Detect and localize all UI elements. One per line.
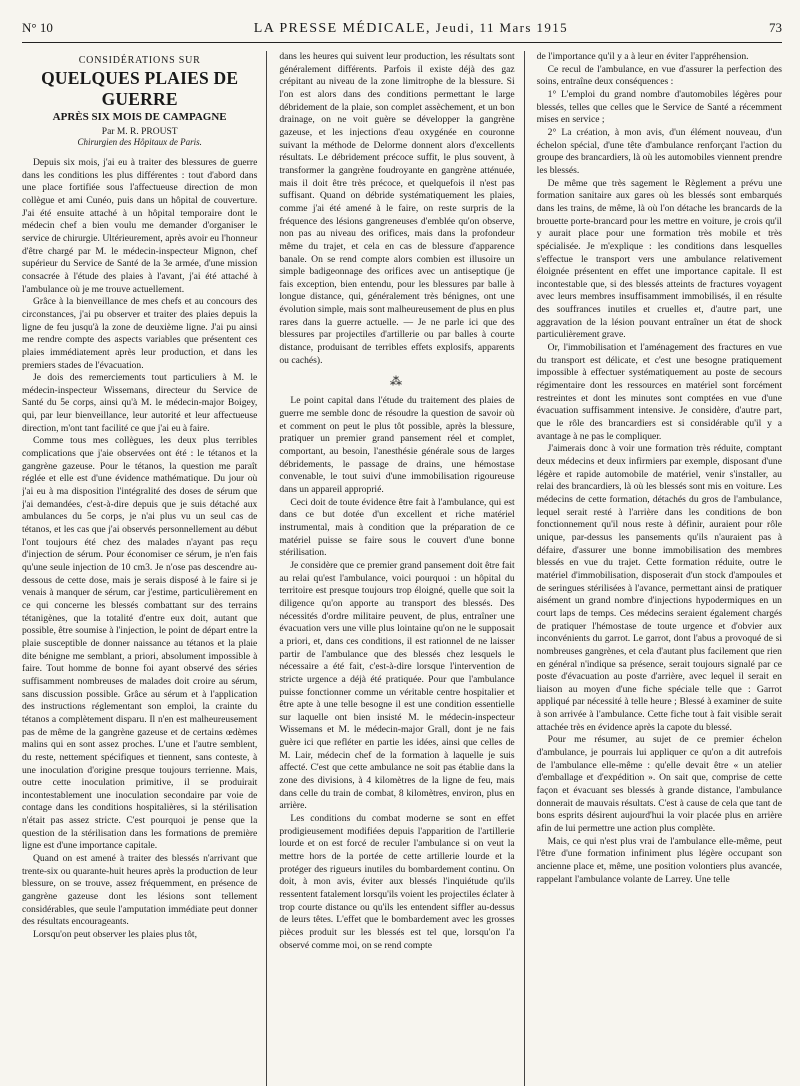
paragraph: Grâce à la bienveillance de mes chefs et au concours des circonstances, j'ai pu observer et traiter des plaies depuis la ligne de feu jusqu'à la zone de deuxième ligne. J'ai pu ainsi me rendre compte des aspects variables que présentent ces plaies immédiatement après leur production, et dans les premiers stades de l'évacuation. [22, 296, 258, 371]
paragraph: De même que très sagement le Règlement a prévu une formation sanitaire aux gares où les blessés sont embarqués dans les trains, de même, là où l'on détache les brancards de la brouette porte-brancard pour les mettre en voiture, je crois qu'il y aurait place pour une formation très mobile et très spécialisée. Je m'explique : les conditions dans lesquelles s'effectue le transport vers une ambulance relativement éloignée présentent en effet une importance capitale. Il est incontestable que, si des blessés atteints de fractures voyagent avec leurs membres insuffisamment immobilisés, il en résulte des souffrances inutiles et cruelles et, d'autre part, une aggravation de la lésion pouvant entraîner un état de shock particulièrement grave. [536, 177, 782, 341]
article-heading [22, 55, 257, 147]
list-item: 2° La création, à mon avis, d'un élément nouveau, d'un échelon spécial, d'une tête d'ambulance renforçant l'action du groupe des brancardiers, là où les automobiles viennent prendre les blessés. [536, 126, 782, 176]
column-3 [537, 51, 782, 1086]
paragraph: Lorsqu'on peut observer les plaies plus tôt, [33, 929, 197, 941]
page-header [22, 20, 782, 43]
paragraph: Quand on est amené à traiter des blessés n'arrivant que trente-six ou quarante-huit heures après la production de leur blessure, on se trouve, assez fréquemment, en présence de gangrène gazeuse dont les lésions sont tellement considérables, que seule l'amputation immédiate peut donner des résultats encourageants. [22, 853, 258, 928]
issue-date: Jeudi, 11 Mars 1915 [435, 20, 569, 35]
article-columns [22, 51, 782, 1086]
journal-name: LA PRESSE MÉDICALE, [253, 21, 431, 36]
paragraph: Comme tous mes collègues, les deux plus terribles complications que j'aie observées ont été : le tétanos et la gangrène gazeuse. Pour le tétanos, la question me paraît réglée et elle est d'une évidence mathématique. Du jour où j'ai eu à ma disposition l'intégralité des doses de sérum que j'ai demandées, c'est-à-dire depuis que je suis détaché aux ambulances du 5e corps, je n'ai plus vu un seul cas de tétanos, et les cas que j'ai observés personnellement au début l'ont toujours été chez des malades n'ayant pas reçu d'injection de sérum. Pour économiser ce sérum, je n'en fais qu'une seule injection de 10 cm3. Je n'ose pas descendre au-dessous de cette dose, mais je serais disposé à le faire si je venais à manquer de sérum, car j'estime, particulièrement en ce qui concerne les blessés combattant sur des terrains tétanigènes, que la totalité d'entre eux doit, autant que possible, être soumise à l'injection, le point de départ entre la plaie susceptible de donner naissance au tétanos et la plaie dite bénigne me semblant, a priori, absolument impossible à faire. Tout homme de bonne foi ayant observé des séries suffisamment nombreuses de malades doit croire au sérum, sans discussion possible. Grâce au sérum et à l'application des instructions réglementant son emploi, la crainte du tétanos a complètement disparu. Il n'en est malheureusement pas de même de la gangrène gazeuse et de certains œdèmes malins qui en sont assez proches. L'une et l'autre semblent, du reste, nettement spécifiques et tiennent, sans conteste, à une inoculation d'origine presque toujours terrienne. Mais, outre cette inoculation primitive, il se produirait incontestablement une inoculation secondaire par voie de contage dans les conditions hospitalières, si la stérilisation n'était pas assez stricte. C'est pourquoi je pense que la question de la stérilisation dans les formations de première ligne est d'une importance capitale. [22, 435, 258, 852]
article-subtitle: APRÈS SIX MOIS DE CAMPAGNE [52, 111, 227, 123]
journal-masthead [254, 20, 568, 37]
paragraph: Le point capital dans l'étude du traitement des plaies de guerre me semble donc de résoudre la question de savoir où et comment on peut le plus tôt possible, après la blessure, pratiquer un premier grand pansement réel et complet, comportant, au besoin, l'anesthésie générale sous de larges débridements, le passage de drains, une hémostase convenable, le tout suivi d'une immobilisation rigoureuse dans un appareil approprié. [279, 395, 515, 495]
paragraph: Je dois des remerciements tout particuliers à M. le médecin-inspecteur Wissemans, directeur du Service de Santé du 5e corps, ainsi qu'à M. le médecin-major Boigey, qui, par leur bienveillance, leur autorité et leur affectueuse direction, m'ont tant facilité ce que j'ai eu à faire. [22, 372, 258, 434]
author-affiliation: Chirurgien des Hôpitaux de Paris. [77, 137, 202, 147]
paragraph: Or, l'immobilisation et l'aménagement des fractures en vue du transport est délicate, et c'est une besogne pratiquement impossible à effectuer systématiquement au poste de secours régimentaire dont les ressources en matériel sont forcément restreintes et dont les minutes sont comptées en vue d'une évacuation suffisamment intensive. Je considère, d'autre part, que le rôle des brancardiers est si considérable qu'il y a avantage à ne pas le compliquer. [536, 342, 782, 442]
paragraph: J'aimerais donc à voir une formation très réduite, comptant deux médecins et deux infirmiers par exemple, disposant d'une légère et rapide automobile de matériel, venir s'installer, au relai des brancardiers, là où les blessés sont mis en voiture. Les médecins de cette formation, détachés du gros de l'ambulance, lequel serait resté à l'arrière dans les conditions de bon fonctionnement qu'il nous reste à définir, auraient pour rôle unique, par-dessus les pansements qu'ils n'auraient pas à défaire, d'assurer une bonne immobilisation des membres blessés en vue du trajet. Cette formation réduite, outre le matériel d'immobilisation, disposerait d'un stock d'ampoules et de seringues stérilisées à l'avance, permettant ainsi de pratiquer aisément un grand nombre d'injections hypodermiques en un court laps de temps. Ces médecins seraient également chargés de pratiquer l'hémostase de toute urgence et d'obvier aux inconvénients du garrot. Le garrot, dont l'abus a provoqué de si nombreuses gangrènes, et cela d'autant plus facilement que rien en général n'indique sa présence, serait toujours signalé par ce poste d'évacuation au poste d'arrière, avec lequel il serait en liaison au moyen d'une fiche spéciale telle que : Garrot appliqué par nécessité à telle heure ; Blessé à examiner de suite à son arrivée à l'ambulance. Cette fiche tout à fait visible serait attachée très en évidence après la capote du blessé. [536, 443, 782, 733]
paragraph: dans les heures qui suivent leur production, les résultats sont généralement différents. Parfois il existe déjà des gaz crépitant au niveau de la zone limitrophe de la blessure. Si l'on est alors dans des conditions permettant le large débridement de la plaie, son complet assèchement, et un bon drainage, on ne voit guère se développer la gangrène gazeuse, et les injections d'eau oxygénée en couronne suivant la méthode de Delorme donnent alors d'excellents résultats. Le débridement précoce suffit, le plus souvent, à transformer la gangrène foudroyante en gangrène atténuée, mais il doit être très précoce, et quelquefois il n'est pas suffisant. Quand on débride systématiquement les plaies, comme j'ai été amené à le faire, on reste surpris de la fréquence des lésions gangreneuses d'emblée qu'on observe, non pas au niveau des orifices, mais dans la profondeur même du trajet, et cela en cas de blessure d'apparence banale. On se rend compte alors combien est illusoire un simple badigeonnage des orifices avec un antiseptique (je fais exception, bien entendu, pour les blessures par balle à longue distance, qui, généralement très bénignes, ont une évolution simple, mais sont malheureusement de plus en plus rares dans la guerre actuelle. — Je ne parle ici que des blessures par projectiles d'artillerie ou par balles à courte distance, produisant de terribles effets explosifs, apparents ou cachés). [279, 51, 515, 366]
section-separator: ⁂ [389, 374, 404, 389]
paragraph: de l'importance qu'il y a à leur en éviter l'appréhension. [536, 51, 749, 62]
paragraph: Pour me résumer, au sujet de ce premier échelon d'ambulance, je pourrais lui appliquer ce qu'on a dit autrefois de l'ambulance elle-même : qu'elle devait être « un atelier d'emballage et d'expédition ». On sait que, comprise de cette façon et évacuant ses blessés à grande distance, l'ambulance donnerait de mauvais résultats. C'est à cause de cela que tant de bons esprits désirent aujourd'hui la voir placée plus en arrière afin de lui permettre une action plus complète. [536, 734, 782, 835]
article-title: QUELQUES PLAIES DE GUERRE [41, 68, 239, 109]
paragraph: Mais, ce qui n'est plus vrai de l'ambulance elle-même, peut l'être d'une formation infiniment plus légère occupant son ancienne place et, même, une position volontiers plus avancée, rappelant l'ambulance volante de Larrey. Une telle [536, 835, 782, 885]
column-1-text [22, 157, 257, 942]
paragraph: Depuis six mois, j'ai eu à traiter des blessures de guerre dans les conditions les plus différentes : tout d'abord dans une place fortifiée sous l'affectueuse direction de mon collègue et ami Cunéo, puis dans un hôpital de couverture. J'ai été ensuite attaché à un hôpital temporaire dont le médecin chef a bien voulu me demander d'organiser le service de chirurgie. Ultérieurement, après avoir eu l'honneur d'être chargé par M. le médecin-inspecteur Mignon, chef supérieur du Service de Santé de la 3e armée, d'une mission consacrée à l'étude des plaies à l'avant, j'ai été attaché à l'ambulance où je me trouve actuellement. [22, 157, 258, 295]
issue-number: N° 10 [22, 20, 53, 35]
list-item: 1° L'emploi du grand nombre d'automobiles légères pour blessés, telles que celles que le Service de Santé a récemment mises en service ; [536, 88, 782, 126]
consequences-list [537, 89, 782, 178]
paragraph: Les conditions du combat moderne se sont en effet prodigieusement modifiées depuis l'apparition de l'artillerie lourde et on est forcé de reculer l'ambulance si on veut la mettre hors de la portée de cette artillerie lourde et la protéger des rigueurs inutiles du bombardement continu. On doit, à mon avis, éviter aux blessés l'inquiétude qu'ils ressentent fatalement lorsqu'ils voient les projectiles éclater à trop courte distance ou qu'ils les entendent siffler au-dessus de leurs têtes. L'effet que le bombardement avec les grosses pièces produit sur les blessés est tel que, lorsqu'on l'a observé comme moi, on se rend compte [279, 813, 515, 951]
paragraph: Ceci doit de toute évidence être fait à l'ambulance, qui est dans ce but dotée d'un excellent et riche matériel instrumental, mais à condition que la préparation de ce matériel puisse se faire sous le couvert d'une bonne stérilisation. [279, 496, 515, 559]
article-kicker: CONSIDÉRATIONS SUR [78, 55, 201, 66]
paragraph: Ce recul de l'ambulance, en vue d'assurer la perfection des soins, entraîne deux conséquences : [536, 63, 782, 88]
column-2 [279, 51, 524, 1086]
article-author: Par M. R. PROUST [101, 127, 178, 137]
paragraph: Je considère que ce premier grand pansement doit être fait au relai qu'est l'ambulance, voici pourquoi : un hôpital du territoire est presque toujours trop éloigné, quelle que soit la diligence qu'on apporte au transport des blessés. Des nécessités d'ordre militaire peuvent, de plus, entraîner une évacuation vers une ville plus lointaine qu'on ne le supposait a priori, et, dans ces conditions, il est rationnel de ne laisser partir de l'ambulance que des blessés chez lesquels le nécessaire a été fait, c'est-à-dire lorsque l'intervention de stricte urgence a déjà été pratiquée. Pour que l'ambulance puisse fonctionner comme un véritable centre hospitalier et être apte à une telle besogne il est une condition essentielle sur laquelle ont bien insisté M. le médecin-inspecteur Wissemans et M. le médecin-major Grall, dont je ne fais guère ici que refléter en partie les idées, ainsi que celles de M. Lair, médecin chef de la formation à laquelle je suis affecté. C'est que cette ambulance ne soit pas établie dans la zone des divisions, à 4 kilomètres de la ligne de feu, mais dans celle du train de combat, 8 kilomètres, environ, plus en arrière. [279, 559, 515, 812]
page-number: 73 [769, 20, 782, 35]
column-1 [22, 51, 267, 1086]
